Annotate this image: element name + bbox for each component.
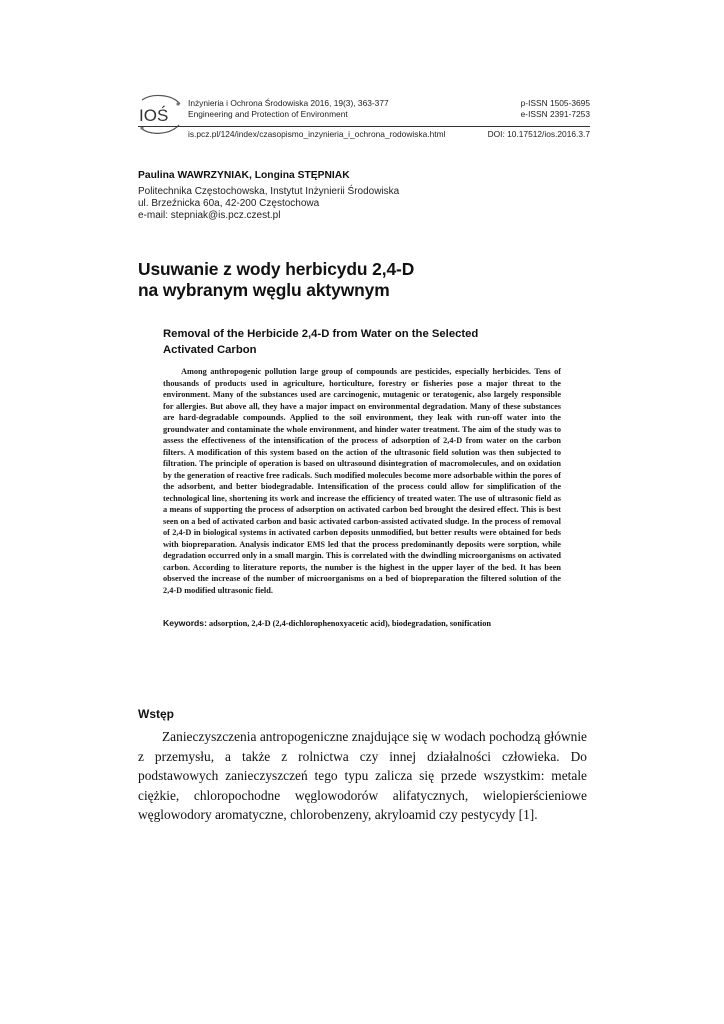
header-rule	[138, 126, 590, 127]
title-english-line-1: Removal of the Herbicide 2,4-D from Water on the Selected	[163, 328, 479, 340]
affiliation-address: ul. Brzeźnicka 60a, 42-200 Częstochowa	[138, 198, 320, 209]
section-heading: Wstęp	[138, 707, 174, 721]
affiliation-email[interactable]: e-mail: stepniak@is.pcz.czest.pl	[138, 210, 281, 221]
keywords-list: adsorption, 2,4-D (2,4-dichlorophenoxyacetic acid), biodegradation, sonification	[209, 619, 491, 628]
abstract: Among anthropogenic pollution large group of compounds are pesticides, especially herbicides. Tens of thousands of products used in agriculture, horticulture, forestry or fisheries pose a major threat to the environment. Many of the substances used are carcinogenic, mutagenic or teratogenic, also largely responsible for allergies. But above all, they have a major impact on environmental degradation. Many of these substances are hard-degradable compounds. Applied to the soil environment, they leak with run-off water into the groundwater and contaminate the whole environment, and hinder water treatment. The aim of the study was to assess the effectiveness of the intensification of the process of adsorption of 2,4-D from water on the carbon filters. A modification of this system based on the action of the ultrasonic field solution was then subjected to filtration. The principle of operation is based on ultrasound disintegration of macromolecules, and on oxidation by the generation of reactive free radicals. Such modified molecules become more adsorbable within the pores of the adsorbent, and better biodegradable. Intensification of the process could allow for simplification of the technological line, shortening its work and increase the efficiency of treated water. The use of ultrasonic field as a means of supporting the process of adsorption on activated carbon bed brought the desired effect. This is best seen on a bed of activated carbon and basic activated carbon-assisted activated sludge. In the process of removal of 2,4-D in biological systems in activated carbon deposits unmodified, but better results were obtained for beds with biopreparation. Analysis indicator EMS led that the process predominantly deposits were sorption, while degradation occurred only in a small margin. This is correlated with the dwindling microorganisms on activated carbon. According to literature reports, the number is the highest in the upper layer of the bed. It has been observed the increase of the number of microorganisms on a bed of biopreparation the filtered solution of the 2,4-D modified ultrasonic field.	[163, 367, 561, 595]
affiliation-institute: Politechnika Częstochowska, Instytut Inżynierii Środowiska	[138, 186, 400, 197]
title-polish-line-1: Usuwanie z wody herbicydu 2,4-D	[138, 259, 415, 279]
e-issn: e-ISSN 2391-7253	[520, 109, 590, 119]
keywords-label: Keywords:	[163, 618, 207, 628]
journal-logo	[138, 94, 182, 134]
logo-wordmark: IOŚ	[139, 106, 169, 125]
journal-header	[138, 92, 590, 142]
journal-title-en: Engineering and Protection of Environment	[188, 109, 348, 119]
title-english-line-2: Activated Carbon	[163, 344, 257, 356]
p-issn: p-ISSN 1505-3695	[520, 98, 590, 108]
keywords	[163, 618, 491, 628]
journal-url[interactable]: is.pcz.pl/124/index/czasopismo_inzynieria_i_ochrona_rodowiska.html	[188, 129, 446, 139]
intro-paragraph: Zanieczyszczenia antropogeniczne znajdujące się w wodach pochodzą głównie z przemysłu, a także z rolnictwa czy innej działalności człowieka. Do podstawowych zanieczyszczeń tego typu zalicza się przede wszystkim: metale ciężkie, chloropochodne węglowodorów alifatycznych, wielopierścieniowe węglowodory aromatyczne, chlorobenzeny, akryloamid czy pestycydy [1].	[138, 729, 587, 822]
authors: Paulina WAWRZYNIAK, Longina STĘPNIAK	[138, 170, 350, 181]
title-polish-line-2: na wybranym węglu aktywnym	[138, 280, 390, 300]
journal-title-pl: Inżynieria i Ochrona Środowiska 2016, 19(3), 363-377	[188, 98, 389, 108]
doi[interactable]: DOI: 10.17512/ios.2016.3.7	[487, 129, 590, 139]
